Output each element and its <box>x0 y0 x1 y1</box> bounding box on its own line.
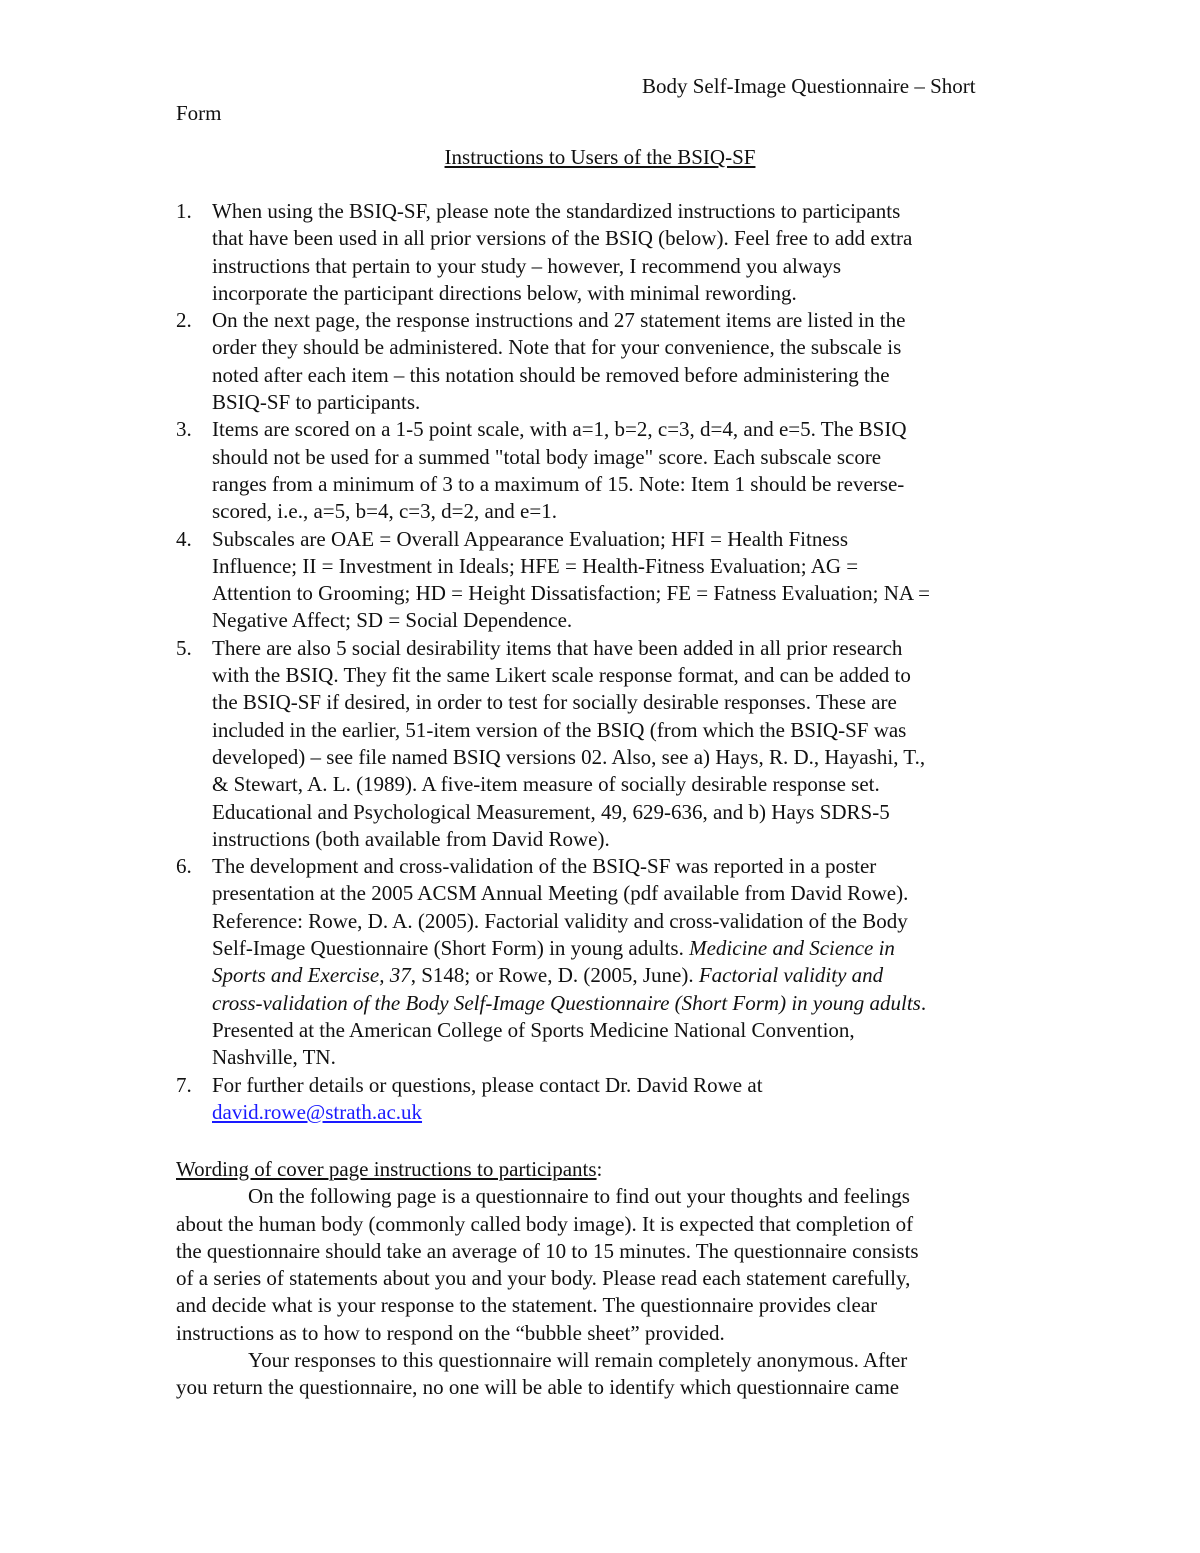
list-item <box>176 635 1036 853</box>
text-line: incorporate the participant directions below, with minimal rewording. <box>212 280 797 305</box>
instructions-list <box>176 198 1036 1126</box>
text-line: When using the BSIQ-SF, please note the standardized instructions to participants <box>212 199 901 223</box>
list-item <box>176 1072 1036 1127</box>
item-number: 3. <box>176 417 192 442</box>
text-line: instructions as to how to respond on the “bubble sheet” provided. <box>176 1320 725 1345</box>
text-line: the BSIQ-SF if desired, in order to test for socially desirable responses. These are <box>212 690 897 715</box>
text-line: The development and cross-validation of the BSIQ-SF was reported in a poster <box>212 854 877 879</box>
section-heading-text: Wording of cover page instructions to participants <box>176 1157 597 1181</box>
text-line: order they should be administered. Note that for your convenience, the subscale is <box>212 335 902 360</box>
text-segment: . <box>920 990 927 1015</box>
text-line: For further details or questions, please contact Dr. David Rowe at <box>212 1072 763 1097</box>
item-text <box>212 1072 1036 1127</box>
text-line: Presented at the American College of Sports Medicine National Convention, <box>212 1017 855 1042</box>
list-item <box>176 307 1036 416</box>
item-text <box>212 416 1036 525</box>
page-title <box>0 144 1200 171</box>
text-line: ranges from a minimum of 3 to a maximum of 15. Note: Item 1 should be reverse- <box>212 471 905 496</box>
text-line: There are also 5 social desirability items that have been added in all prior research <box>212 635 903 660</box>
section-heading-colon: : <box>596 1157 603 1181</box>
text-segment: , S148; or Rowe, D. (2005, June). <box>410 963 699 988</box>
cover-instructions <box>176 1156 1036 1402</box>
item-text <box>212 198 1036 307</box>
text-line: you return the questionnaire, no one will be able to identify which questionnaire came <box>176 1375 900 1400</box>
text-line: Educational and Psychological Measurement, 49, 629-636, and b) Hays SDRS-5 <box>212 799 890 824</box>
text-segment: Self-Image Questionnaire (Short Form) in young adults. <box>212 936 690 961</box>
text-line: scored, i.e., a=5, b=4, c=3, d=2, and e=1. <box>212 499 557 524</box>
text-line: of a series of statements about you and your body. Please read each statement carefully, <box>176 1266 911 1291</box>
item-number: 1. <box>176 199 192 223</box>
text-line: instructions (both available from David Rowe). <box>212 826 610 851</box>
text-line: with the BSIQ. They fit the same Likert scale response format, and can be added to <box>212 663 911 688</box>
item-text <box>212 526 1036 635</box>
text-line: & Stewart, A. L. (1989). A five-item measure of socially desirable response set. <box>212 772 880 797</box>
item-text <box>212 853 1036 1071</box>
list-item <box>176 198 1036 307</box>
text-line: Nashville, TN. <box>212 1045 336 1070</box>
item-number: 2. <box>176 308 192 333</box>
item-number: 6. <box>176 854 192 879</box>
text-line: should not be used for a summed "total body image" score. Each subscale score <box>212 444 882 469</box>
text-line: included in the earlier, 51-item version of the BSIQ (from which the BSIQ-SF was <box>212 717 907 742</box>
list-item <box>176 416 1036 525</box>
text-line: Items are scored on a 1-5 point scale, with a=1, b=2, c=3, d=4, and e=5. The BSIQ <box>212 417 907 442</box>
text-line: the questionnaire should take an average of 10 to 15 minutes. The questionnaire consists <box>176 1238 919 1263</box>
item-text <box>212 307 1036 416</box>
text-line: and decide what is your response to the statement. The questionnaire provides clear <box>176 1293 878 1318</box>
section-heading <box>176 1156 1036 1183</box>
list-item <box>176 526 1036 635</box>
text-line <box>212 935 1036 962</box>
text-line: Your responses to this questionnaire will remain completely anonymous. After <box>248 1348 908 1373</box>
text-line: Negative Affect; SD = Social Dependence. <box>212 608 573 633</box>
presentation-title: Factorial validity and <box>698 963 884 988</box>
text-line: Reference: Rowe, D. A. (2005). Factorial validity and cross-validation of the Body <box>212 908 908 933</box>
list-item <box>176 853 1036 1071</box>
text-line: noted after each item – this notation should be removed before administering the <box>212 362 890 387</box>
text-line: that have been used in all prior versions of the BSIQ (below). Feel free to add extra <box>212 226 913 251</box>
presentation-title: cross-validation of the Body Self-Image Questionnaire (Short Form) in young adults <box>212 990 921 1015</box>
journal-title: Sports and Exercise, 37 <box>212 963 411 988</box>
item-number: 7. <box>176 1072 192 1097</box>
text-line: presentation at the 2005 ACSM Annual Meeting (pdf available from David Rowe). <box>212 881 909 906</box>
item-number: 5. <box>176 635 192 660</box>
item-text <box>212 635 1036 853</box>
text-line: developed) – see file named BSIQ versions 02. Also, see a) Hays, R. D., Hayashi, T., <box>212 744 926 769</box>
text-line <box>212 990 1036 1017</box>
text-line: Subscales are OAE = Overall Appearance Evaluation; HFI = Health Fitness <box>212 526 849 551</box>
journal-title: Medicine and Science in <box>689 936 895 961</box>
page-title-text: Instructions to Users of the BSIQ-SF <box>444 145 756 169</box>
text-line: Attention to Grooming; HD = Height Dissatisfaction; FE = Fatness Evaluation; NA = <box>212 581 930 606</box>
text-line: instructions that pertain to your study – however, I recommend you always <box>212 253 842 278</box>
text-line <box>212 1099 1036 1126</box>
email-link[interactable]: david.rowe@strath.ac.uk <box>212 1099 423 1124</box>
text-line: On the following page is a questionnaire to find out your thoughts and feelings <box>248 1184 910 1209</box>
text-line <box>212 962 1036 989</box>
text-line: about the human body (commonly called body image). It is expected that completion of <box>176 1211 914 1236</box>
text-line: BSIQ-SF to participants. <box>212 390 421 415</box>
text-line: On the next page, the response instructions and 27 statement items are listed in the <box>212 308 906 333</box>
running-header: Body Self-Image Questionnaire – Short <box>642 74 976 98</box>
text-line: Influence; II = Investment in Ideals; HFE = Health-Fitness Evaluation; AG = <box>212 553 859 578</box>
running-header-continuation: Form <box>176 101 222 125</box>
item-number: 4. <box>176 526 192 551</box>
